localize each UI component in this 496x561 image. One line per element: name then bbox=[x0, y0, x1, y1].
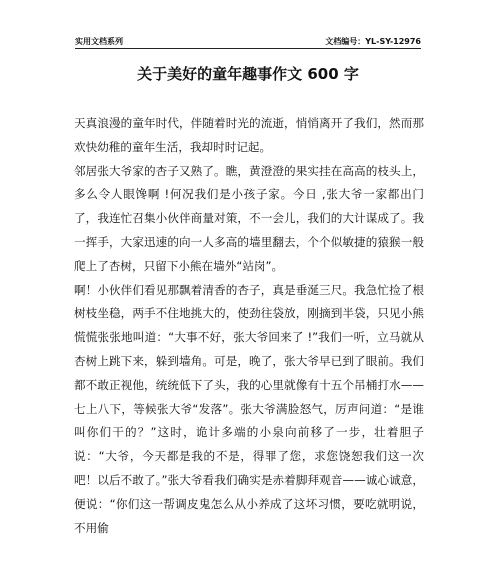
page-title: 关于美好的童年趣事作文 600 字 bbox=[137, 65, 359, 83]
series-label: 实用文档系列 bbox=[75, 37, 123, 46]
paragraph-3: 啊！小伙伴们看见那飘着清香的杏子，真是垂涎三尺。我急忙捡了根树枝坐稳，两手不住地挑大的，使劲往袋放，刚摘到半袋，只见小熊慌慌张张地叫道：“大事不好，张大爷回来了 !”我们一听，立马就从杏树上跳下来，躲到墙角。可是，晚了，张大爷早已到了眼前。我们都不敢正视他，统统低下了头，我的心里就像有十五个吊桶打水——七上八下，等候张大爷“发落”。张大爷满脸怒气，厉声问道：“是谁叫你们干的？”这时，诡计多端的小泉向前移了一步，壮着胆子说：“大爷，今天都是我的不是，得罪了您，求您饶恕我们这一次吧！以后不敢了。”张大爷看我们确实是赤着脚拜观音——诚心诚意，便说：“你们这一帮调皮鬼怎么从小养成了这坏习惯，要吃就明说，不用偷 bbox=[74, 282, 424, 535]
document-number: 文档编号：YL-SY-12976 bbox=[325, 37, 421, 46]
document-header bbox=[75, 32, 421, 49]
article-body bbox=[74, 112, 424, 540]
paragraph-2: 邻居张大爷家的杏子又熟了。瞧，黄澄澄的果实挂在高高的枝头上，多么令人眼馋啊 !何况我们是小孩子家。今日 ,张大爷一家都出门了，我连忙召集小伙伴商量对策，不一会儿，我们的大计谋成了。我一挥手，大家迅速的向一人多高的墙里翻去，个个似敏捷的猿猴一般爬上了杏树，只留下小熊在墙外“站岗”。 bbox=[74, 163, 424, 273]
paragraph-1: 天真浪漫的童年时代，伴随着时光的流逝，悄悄离开了我们，然而那欢快幼稚的童年生活，我却时时记起。 bbox=[74, 116, 424, 154]
